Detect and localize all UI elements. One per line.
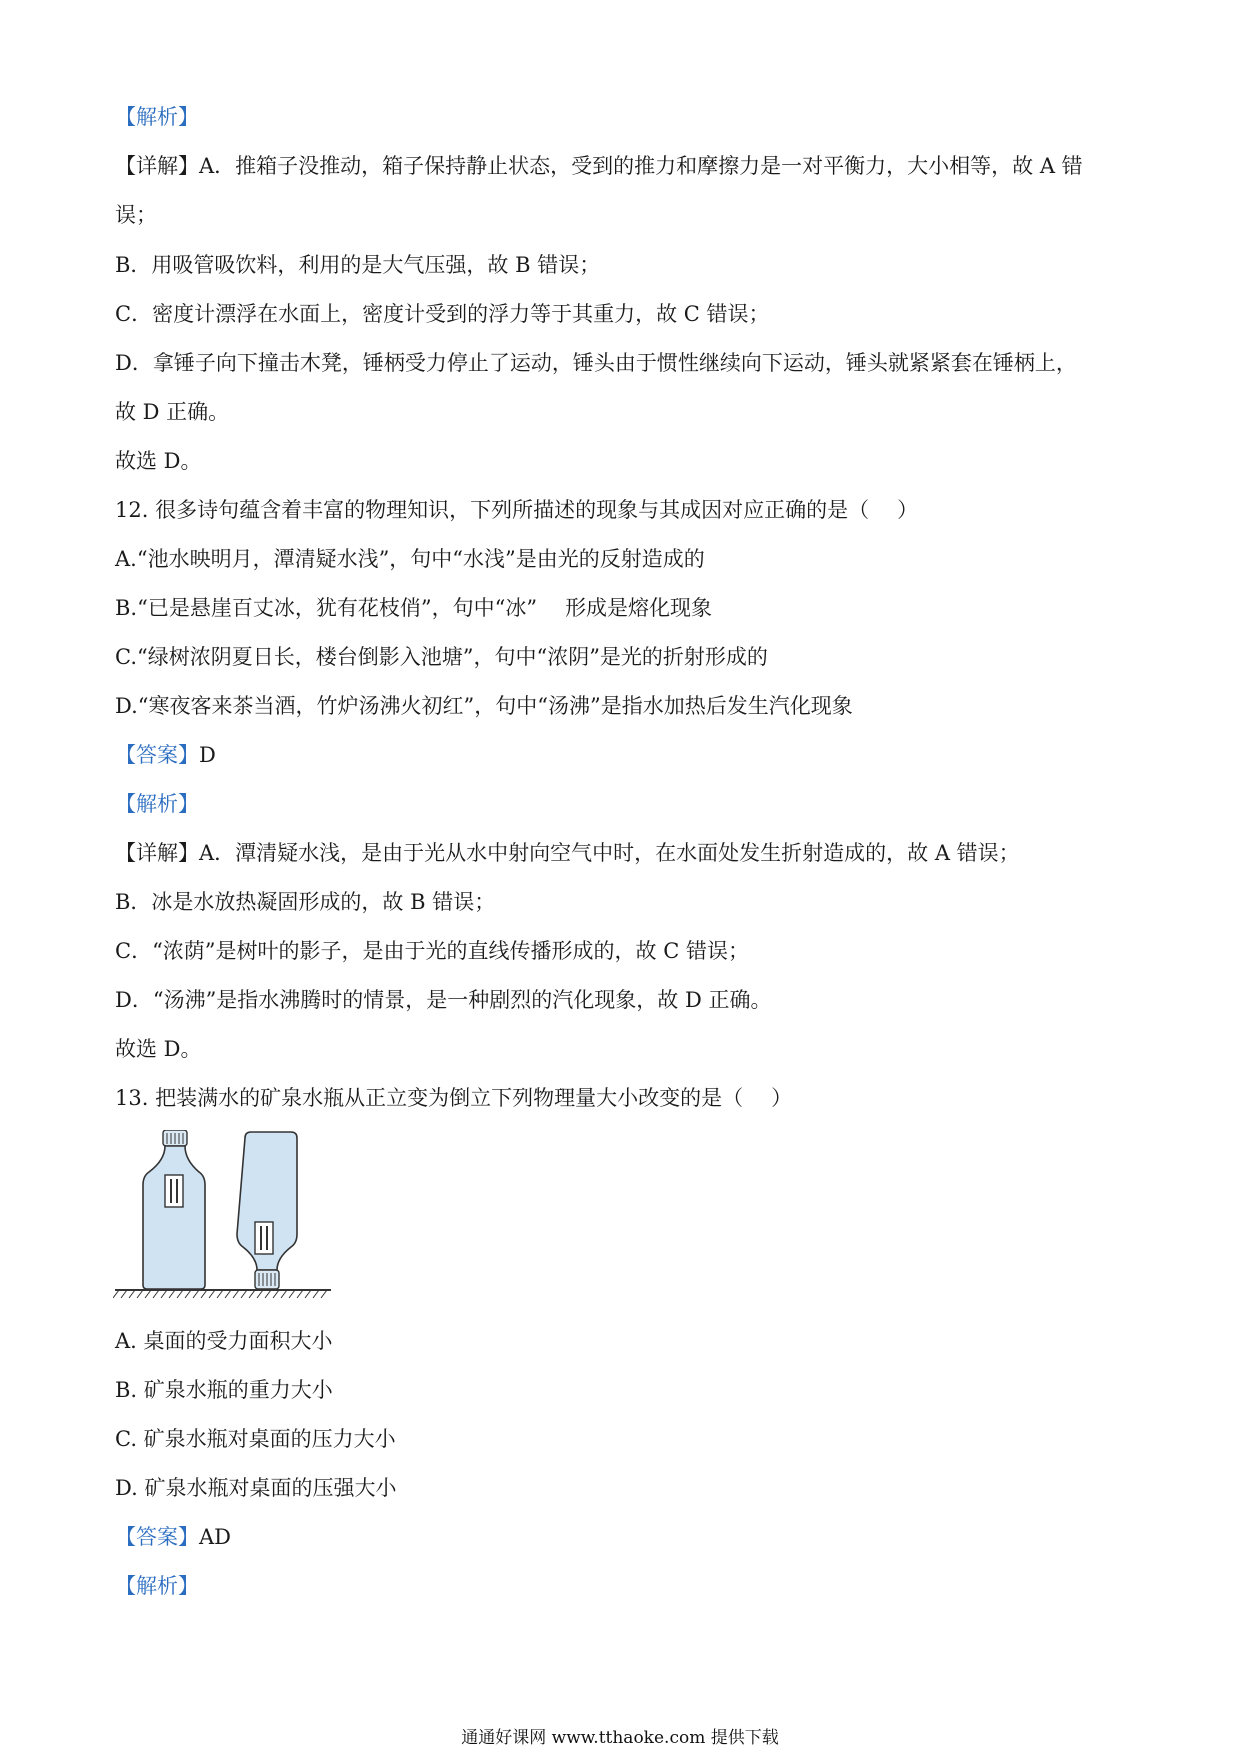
- detail-a-q11: 【详解】A．推箱子没推动，箱子保持静止状态，受到的推力和摩擦力是一对平衡力，大小相等，故 A 错: [115, 154, 1083, 178]
- q13-analysis-tag: 【解析】: [115, 1574, 199, 1598]
- detail-d-q11: D．拿锤子向下撞击木凳，锤柄受力停止了运动，锤头由于惯性继续向下运动，锤头就紧紧套在锤柄上，: [115, 351, 1077, 375]
- q12-detail-b: B．冰是水放热凝固形成的，故 B 错误；: [115, 890, 496, 914]
- question-13-stem: 13. 把装满水的矿泉水瓶从正立变为倒立下列物理量大小改变的是（ ）: [115, 1086, 793, 1110]
- detail-tag: 【详解】: [115, 841, 199, 865]
- water-bottles-figure: [113, 1130, 343, 1305]
- q12-detail-d: D．“汤沸”是指水沸腾时的情景，是一种剧烈的汽化现象，故 D 正确。: [115, 988, 772, 1012]
- q12-answer: [115, 740, 216, 770]
- q13-answer: [115, 1522, 231, 1552]
- detail-b-q11: B．用吸管吸饮料，利用的是大气压强，故 B 错误；: [115, 253, 601, 277]
- choose-q11: 故选 D。: [115, 449, 202, 473]
- page-footer: 通通好课网 www.tthaoke.com 提供下载: [461, 1728, 779, 1748]
- answer-value: D: [199, 743, 216, 767]
- q12-option-b: B.“已是悬崖百丈冰，犹有花枝俏”，句中“冰” 形成是熔化现象: [115, 596, 713, 620]
- q12-analysis-tag: 【解析】: [115, 792, 199, 816]
- q12-option-d: D.“寒夜客来茶当酒，竹炉汤沸火初红”，句中“汤沸”是指水加热后发生汽化现象: [115, 694, 853, 718]
- q13-option-d: D. 矿泉水瓶对桌面的压强大小: [115, 1476, 397, 1500]
- q12-choose: 故选 D。: [115, 1037, 202, 1061]
- upright-bottle-icon: [143, 1130, 205, 1289]
- q13-option-a: A. 桌面的受力面积大小: [115, 1329, 333, 1353]
- analysis-tag-q11: 【解析】: [115, 105, 199, 129]
- table-surface-icon: [113, 1290, 331, 1298]
- detail-c-q11: C．密度计漂浮在水面上，密度计受到的浮力等于其重力，故 C 错误；: [115, 302, 770, 326]
- q12-option-c: C.“绿树浓阴夏日长，楼台倒影入池塘”，句中“浓阴”是光的折射形成的: [115, 645, 768, 669]
- q13-option-b: B. 矿泉水瓶的重力大小: [115, 1378, 333, 1402]
- detail-tag: 【详解】: [115, 154, 199, 178]
- question-12-stem: 12. 很多诗句蕴含着丰富的物理知识，下列所描述的现象与其成因对应正确的是（ ）: [115, 498, 919, 522]
- answer-tag: 【答案】: [115, 743, 199, 767]
- inverted-bottle-icon: [237, 1132, 297, 1289]
- q12-option-a: A.“池水映明月，潭清疑水浅”，句中“水浅”是由光的反射造成的: [115, 547, 705, 571]
- detail-a-q11-cont: 误；: [115, 203, 157, 227]
- q12-detail-c: C．“浓荫”是树叶的影子，是由于光的直线传播形成的，故 C 错误；: [115, 939, 749, 963]
- q13-option-c: C. 矿泉水瓶对桌面的压力大小: [115, 1427, 396, 1451]
- detail-d-q11-cont: 故 D 正确。: [115, 400, 230, 424]
- q12-detail-a: 【详解】A．潭清疑水浅，是由于光从水中射向空气中时，在水面处发生折射造成的，故 A 错误；: [115, 841, 1020, 865]
- answer-value: AD: [199, 1525, 232, 1549]
- answer-tag: 【答案】: [115, 1525, 199, 1549]
